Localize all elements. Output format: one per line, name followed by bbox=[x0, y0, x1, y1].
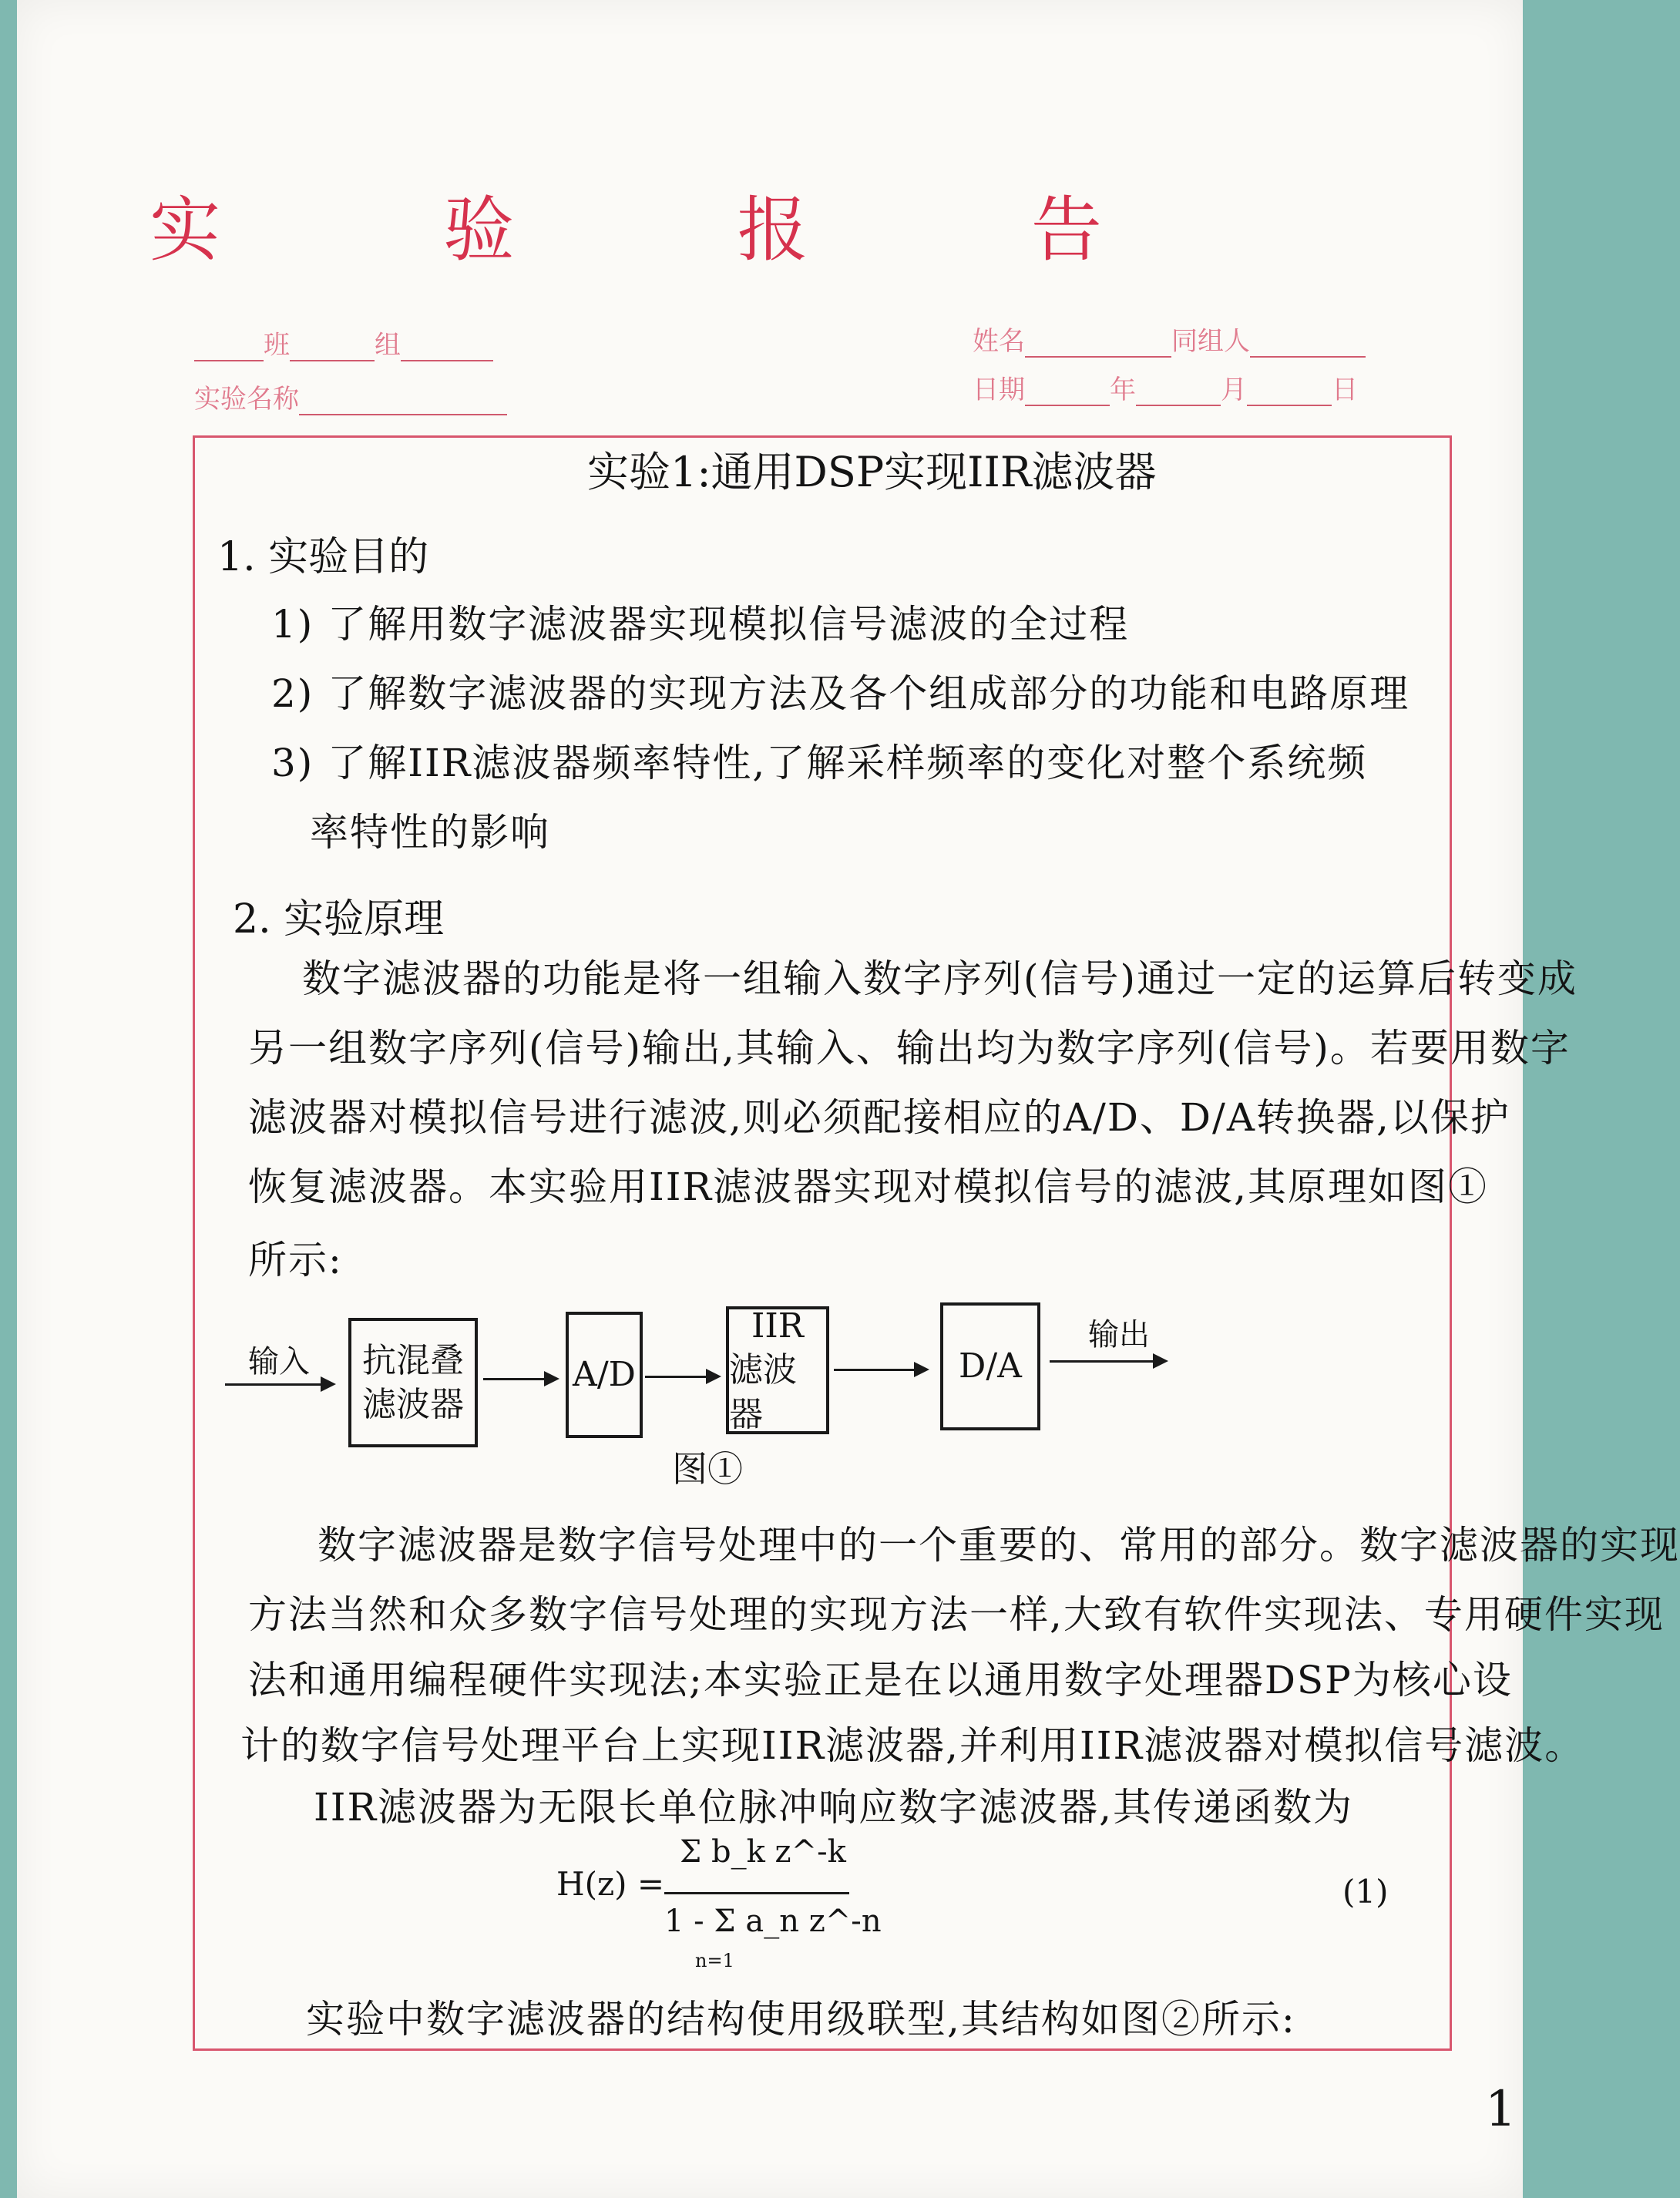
formula-numerator: Σ b_k z^-k bbox=[680, 1834, 846, 1870]
structure-line: 实验中数字滤波器的结构使用级联型,其结构如图②所示: bbox=[306, 1997, 1296, 2042]
principle2-line-3: 法和通用编程硬件实现法;本实验正是在以通用数字处理器DSP为核心设 bbox=[248, 1658, 1513, 1702]
objective-item-3-cont: 率特性的影响 bbox=[310, 810, 550, 855]
group-label: 组 bbox=[375, 330, 401, 361]
objective-item-2: 2) 了解数字滤波器的实现方法及各个组成部分的功能和电路原理 bbox=[271, 671, 1410, 716]
date-field bbox=[973, 368, 1358, 406]
year-label: 年 bbox=[1110, 375, 1136, 405]
principle2-line-1: 数字滤波器是数字信号处理中的一个重要的、常用的部分。数字滤波器的实现 bbox=[318, 1523, 1680, 1568]
class-label: 班 bbox=[264, 330, 290, 361]
anti-alias-filter-box bbox=[348, 1318, 478, 1447]
date-label: 日期 bbox=[973, 375, 1025, 405]
page-number: 1 bbox=[1485, 2081, 1517, 2138]
principle-line-1: 数字滤波器的功能是将一组输入数字序列(信号)通过一定的运算后转变成 bbox=[302, 956, 1578, 1001]
name-label: 姓名 bbox=[973, 326, 1025, 357]
day-label: 日 bbox=[1332, 375, 1358, 405]
objective-item-3: 3) 了解IIR滤波器频率特性,了解采样频率的变化对整个系统频 bbox=[271, 741, 1368, 785]
principle-line-4: 恢复滤波器。本实验用IIR滤波器实现对模拟信号的滤波,其原理如图① bbox=[248, 1165, 1489, 1209]
month-label: 月 bbox=[1221, 375, 1247, 405]
box1-line1: 抗混叠 bbox=[362, 1340, 464, 1380]
arrow-input bbox=[225, 1383, 333, 1386]
arrow-3 bbox=[834, 1369, 926, 1371]
diagram-input-label: 输入 bbox=[248, 1344, 310, 1380]
page-title: 实 验 报 告 bbox=[150, 189, 1202, 271]
partner-label: 同组人 bbox=[1171, 326, 1250, 357]
principle2-line-5: IIR滤波器为无限长单位脉冲响应数字滤波器,其传递函数为 bbox=[314, 1785, 1354, 1830]
objective-item-1: 1) 了解用数字滤波器实现模拟信号滤波的全过程 bbox=[271, 602, 1130, 647]
box1-line2: 滤波器 bbox=[362, 1385, 464, 1424]
principle-line-3: 滤波器对模拟信号进行滤波,则必须配接相应的A/D、D/A转换器,以保护 bbox=[248, 1095, 1510, 1140]
box3-line2: 滤波器 bbox=[729, 1350, 797, 1434]
iir-filter-box bbox=[726, 1306, 829, 1434]
formula-sum-lower: n=1 bbox=[695, 1950, 734, 1971]
diagram-output-label: 输出 bbox=[1088, 1317, 1150, 1353]
formula-denominator: 1 - Σ a_n z^-n bbox=[664, 1904, 882, 1939]
report-page bbox=[17, 0, 1680, 2198]
principle-line-2: 另一组数字序列(信号)输出,其输入、输出均为数字序列(信号)。若要用数字 bbox=[248, 1026, 1571, 1070]
class-group-field bbox=[194, 324, 493, 361]
arrow-output bbox=[1050, 1360, 1165, 1363]
report-heading: 实验1:通用DSP实现IIR滤波器 bbox=[587, 448, 1157, 496]
principle2-line-2: 方法当然和众多数字信号处理的实现方法一样,大致有软件实现法、专用硬件实现 bbox=[248, 1592, 1665, 1637]
box3-line1: IIR bbox=[751, 1306, 804, 1346]
arrow-1 bbox=[483, 1378, 556, 1380]
diagram-caption: 图① bbox=[672, 1448, 743, 1490]
principle2-line-4: 计的数字信号处理平台上实现IIR滤波器,并利用IIR滤波器对模拟信号滤波。 bbox=[240, 1723, 1585, 1768]
arrow-2 bbox=[645, 1376, 718, 1378]
experiment-name-label: 实验名称 bbox=[194, 384, 299, 415]
da-converter-box bbox=[940, 1302, 1040, 1430]
section2-title: 2. 实验原理 bbox=[233, 896, 445, 943]
principle-line-5: 所示: bbox=[248, 1238, 343, 1282]
experiment-name-field bbox=[194, 378, 507, 415]
ad-converter-box bbox=[566, 1312, 643, 1438]
box2-label: A/D bbox=[573, 1355, 636, 1395]
name-partner-field bbox=[973, 320, 1366, 358]
formula-lhs: H(z) = bbox=[556, 1865, 665, 1903]
box4-label: D/A bbox=[959, 1346, 1022, 1386]
section1-title: 1. 实验目的 bbox=[217, 534, 429, 580]
formula-number: (1) bbox=[1342, 1873, 1389, 1911]
fraction-bar bbox=[664, 1892, 849, 1894]
